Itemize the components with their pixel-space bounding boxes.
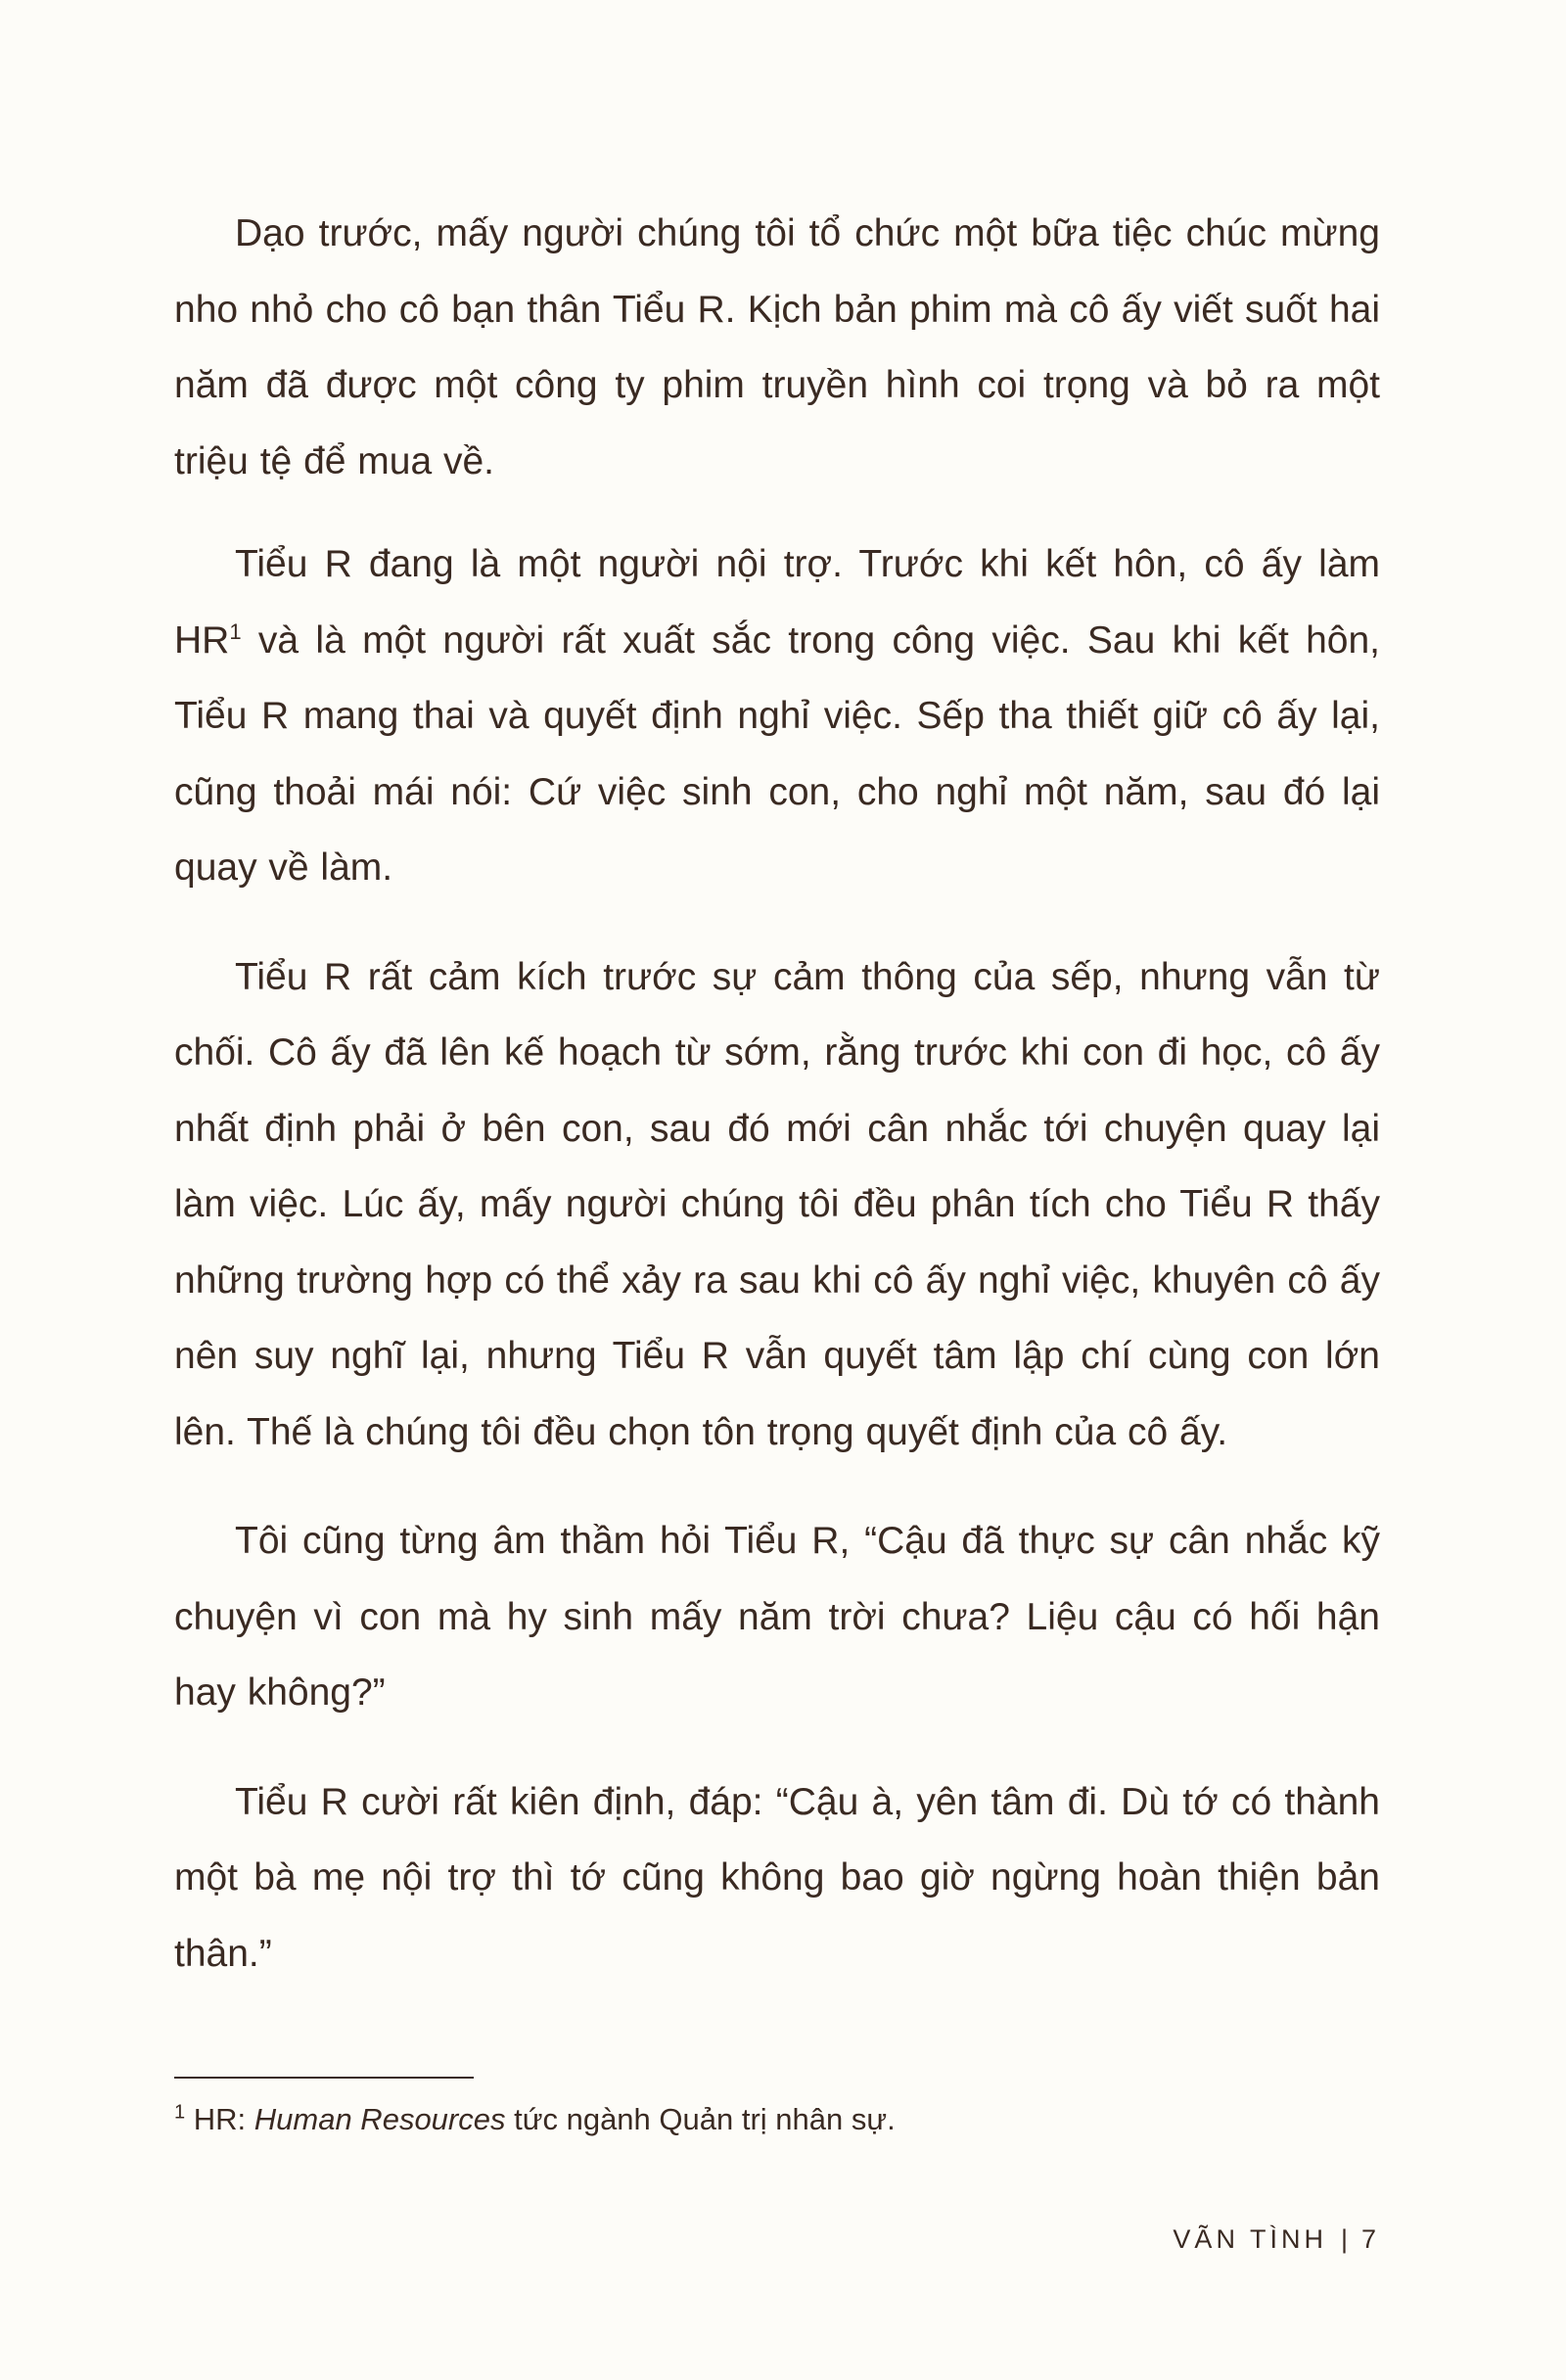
paragraph-5: Tiểu R cười rất kiên định, đáp: “Cậu à, yên tâm đi. Dù tớ có thành một bà mẹ nội trợ thì tớ cũng không bao giờ ngừng hoàn thiện bản thân.” (174, 1780, 1380, 1975)
running-footer (1173, 2220, 1380, 2259)
footnote (174, 2100, 1380, 2139)
footnote-term: HR: (193, 2102, 247, 2136)
paragraph-4: Tôi cũng từng âm thầm hỏi Tiểu R, “Cậu đã thực sự cân nhắc kỹ chuyện vì con mà hy sinh mấy năm trời chưa? Liệu cậu có hối hận hay không?” (174, 1520, 1380, 1714)
body-text (174, 196, 1380, 2025)
paragraph-2-text-a: Tiểu R đang là một người nội trợ. Trước khi kết hôn, cô ấy làm HR (174, 543, 1380, 662)
footnote-divider (174, 2077, 474, 2079)
paragraph-3: Tiểu R rất cảm kích trước sự cảm thông của sếp, nhưng vẫn từ chối. Cô ấy đã lên kế hoạch từ sớm, rằng trước khi con đi học, cô ấy nhất định phải ở bên con, sau đó mới cân nhắc tới chuyện quay lại làm việc. Lúc ấy, mấy người chúng tôi đều phân tích cho Tiểu R thấy những trường hợp có thể xảy ra sau khi cô ấy nghỉ việc, khuyên cô ấy nên suy nghĩ lại, nhưng Tiểu R vẫn quyết tâm lập chí cùng con lớn lên. Thế là chúng tôi đều chọn tôn trọng quyết định của cô ấy. (174, 955, 1380, 1453)
page-number: 7 (1360, 2224, 1380, 2254)
footnote-reference: 1 (229, 618, 242, 644)
paragraph-1: Dạo trước, mấy người chúng tôi tổ chức một bữa tiệc chúc mừng nho nhỏ cho cô bạn thân Tiểu R. Kịch bản phim mà cô ấy viết suốt hai năm đã được một công ty phim truyền hình coi trọng và bỏ ra một triệu tệ để mua về. (174, 212, 1380, 482)
paragraph-2 (174, 526, 1380, 906)
footnote-definition: tức ngành Quản trị nhân sự. (514, 2102, 896, 2136)
footnote-term-expansion: Human Resources (253, 2102, 506, 2136)
footer-separator: | (1340, 2224, 1348, 2254)
book-title: VÃN TÌNH (1173, 2224, 1327, 2254)
footnote-mark: 1 (174, 2101, 186, 2124)
paragraph-2-text-b: và là một người rất xuất sắc trong công việc. Sau khi kết hôn, Tiểu R mang thai và quyết định nghỉ việc. Sếp tha thiết giữ cô ấy lại, cũng thoải mái nói: Cứ việc sinh con, cho nghỉ một năm, sau đó lại quay về làm. (174, 618, 1380, 889)
